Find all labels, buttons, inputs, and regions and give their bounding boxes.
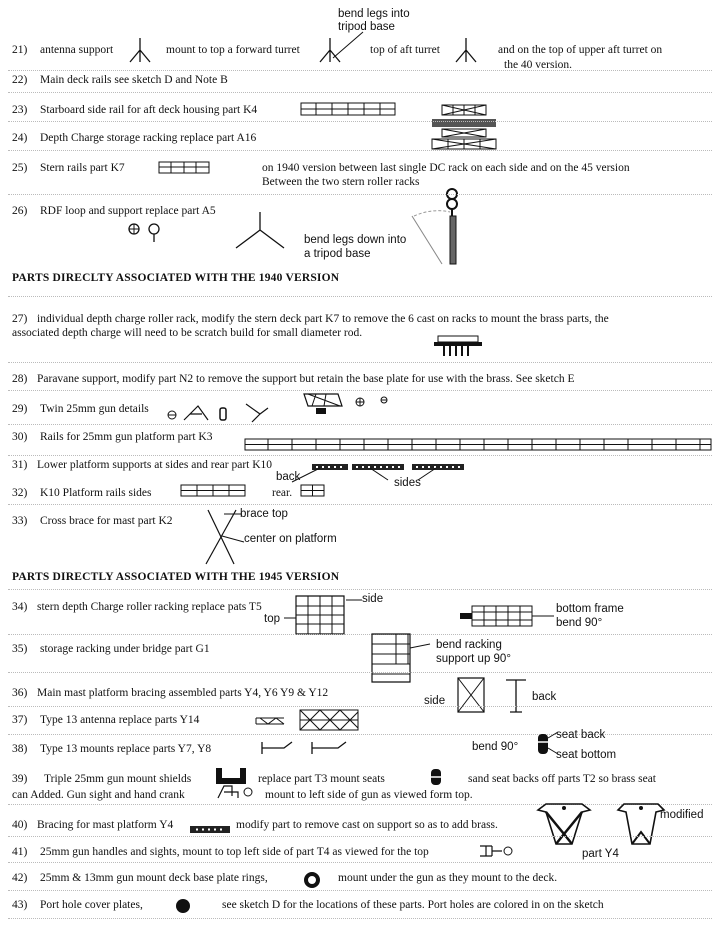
- top-label: top: [264, 613, 280, 625]
- item-35-number: 35): [12, 643, 28, 655]
- mast-bracing-side-icon: [454, 674, 488, 716]
- sides-label: sides: [394, 477, 421, 489]
- item-33-text: Cross brace for mast part K2: [40, 515, 173, 527]
- antenna-mount-icon: [308, 738, 348, 758]
- item-26-text: RDF loop and support replace part A5: [40, 205, 216, 217]
- bottom-frame-icon: [458, 600, 558, 632]
- center-platform-label: center on platform: [244, 533, 337, 545]
- item-42-text: 25mm & 13mm gun mount deck base plate rings,: [40, 872, 268, 884]
- item-28-text: Paravane support, modify part N2 to remove the support but retain the base plate for use with the brass. See sketch E: [37, 373, 575, 385]
- gun-sight-icon: [216, 782, 262, 802]
- item-36-number: 36): [12, 687, 28, 699]
- item-27-number: 27): [12, 313, 28, 325]
- stern-rail-icon: [158, 160, 210, 176]
- item-32-text: K10 Platform rails sides: [40, 487, 152, 499]
- item-27-text-b: associated depth charge will need to be scratch build for small diameter rod.: [12, 327, 363, 339]
- divider: [8, 672, 712, 673]
- item-39-text-d: can Added. Gun sight and hand crank: [12, 789, 185, 801]
- mast-bracing-back-icon: [502, 676, 530, 716]
- item-35-text: storage racking under bridge part G1: [40, 643, 210, 655]
- side-label: side: [362, 593, 384, 605]
- heading-1940: PARTS DIRECLTY ASSOCIATED WITH THE 1940 VERSION: [12, 272, 340, 284]
- item-38-text: Type 13 mounts replace parts Y7, Y8: [40, 743, 212, 755]
- back-label: back: [532, 691, 557, 703]
- leader-line: [282, 612, 298, 624]
- item-40-number: 40): [12, 819, 28, 831]
- seat-back-label: seat back: [556, 729, 606, 741]
- item-22-text: Main deck rails see sketch D and Note B: [40, 74, 228, 86]
- modified-label: modified: [660, 809, 704, 821]
- divider: [8, 424, 712, 425]
- divider: [8, 70, 712, 71]
- divider: [8, 734, 712, 735]
- roller-rack-icon: [432, 334, 484, 358]
- bottom-frame-note: bottom frame bend 90°: [556, 603, 624, 629]
- divider: [8, 92, 712, 93]
- item-21-number: 21): [12, 44, 28, 56]
- item-38-number: 38): [12, 743, 28, 755]
- item-31-text: Lower platform supports at sides and rear part K10: [37, 459, 273, 471]
- heading-1945: PARTS DIRECTLY ASSOCIATED WITH THE 1945 VERSION: [12, 571, 340, 583]
- item-41-text: 25mm gun handles and sights, mount to top left side of part T4 as viewed for the top: [40, 846, 429, 858]
- divider: [8, 194, 712, 195]
- item-24-text: Depth Charge storage racking replace part A16: [40, 132, 257, 144]
- item-34-number: 34): [12, 601, 28, 613]
- tripod-icon: [318, 36, 342, 64]
- item-25-text-b: on 1940 version between last single DC rack on each side and on the 45 version: [262, 162, 630, 174]
- antenna-array-icon: [298, 706, 360, 734]
- item-24-number: 24): [12, 132, 28, 144]
- divider: [8, 836, 712, 837]
- item-36-text: Main mast platform bracing assembled parts Y4, Y6 Y9 & Y12: [37, 687, 329, 699]
- antenna-icon: [254, 710, 286, 730]
- item-21-text: antenna support: [40, 44, 114, 56]
- item-37-number: 37): [12, 714, 28, 726]
- brace-top-label: brace top: [240, 508, 288, 520]
- divider: [8, 589, 712, 590]
- item-40-text-b: modify part to remove cast on support so as to add brass.: [236, 819, 498, 831]
- platform-side-rail-icon: [180, 483, 246, 499]
- item-23-text: Starboard side rail for aft deck housing part K4: [40, 104, 258, 116]
- item-23-number: 23): [12, 104, 28, 116]
- item-32-number: 32): [12, 487, 28, 499]
- divider: [8, 504, 712, 505]
- divider: [8, 121, 712, 122]
- back-label: back: [276, 471, 301, 483]
- divider: [8, 890, 712, 891]
- divider: [8, 362, 712, 363]
- item-39-number: 39): [12, 773, 28, 785]
- item-22-number: 22): [12, 74, 28, 86]
- item-30-number: 30): [12, 431, 28, 443]
- divider: [8, 296, 712, 297]
- divider: [8, 150, 712, 151]
- mast-bracing-icon: [536, 800, 592, 850]
- item-28-number: 28): [12, 373, 28, 385]
- divider: [8, 706, 712, 707]
- tripod-base-note: bend legs down into a tripod base: [304, 234, 407, 260]
- item-37-text: Type 13 antenna replace parts Y14: [40, 714, 200, 726]
- divider: [8, 862, 712, 863]
- item-41-number: 41): [12, 846, 28, 858]
- item-43-text-b: see sketch D for the locations of these parts. Port holes are colored in on the sketch: [222, 899, 604, 911]
- item-43-number: 43): [12, 899, 28, 911]
- gun-details-icon: [164, 400, 274, 424]
- item-21-text-d: and on the top of upper aft turret on: [498, 44, 663, 56]
- item-27-text: individual depth charge roller rack, modify the stern deck part K7 to remove the 6 cast on racks to mount the brass parts, the: [37, 313, 609, 325]
- item-29-text: Twin 25mm gun details: [40, 403, 149, 415]
- port-hole-cover-icon: [174, 897, 192, 915]
- rdf-loop-icon: [126, 220, 164, 246]
- side-label: side: [424, 695, 446, 707]
- item-25-number: 25): [12, 162, 28, 174]
- item-39-text-c: sand seat backs off parts T2 so brass seat: [468, 773, 657, 785]
- rear-label: rear.: [272, 487, 293, 499]
- item-39-text: Triple 25mm gun mount shields: [44, 773, 192, 785]
- roller-racking-icon: [294, 594, 346, 636]
- item-31-number: 31): [12, 459, 28, 471]
- item-40-text: Bracing for mast platform Y4: [37, 819, 174, 831]
- item-30-text: Rails for 25mm gun platform part K3: [40, 431, 213, 443]
- seat-bottom-label: seat bottom: [556, 749, 617, 761]
- rdf-loop-drawing: [400, 186, 470, 268]
- divider: [8, 918, 712, 919]
- divider: [8, 634, 712, 635]
- divider: [8, 455, 712, 456]
- item-25-text: Stern rails part K7: [40, 162, 125, 174]
- leader-line: [344, 594, 364, 606]
- tripod-icon: [454, 36, 478, 64]
- gun-mount-icon: [298, 388, 398, 418]
- bend-racking-note: bend racking support up 90°: [436, 639, 511, 665]
- tripod-legs-icon: [232, 210, 288, 252]
- base-ring-icon: [302, 870, 322, 890]
- tripod-note: bend legs into tripod base: [338, 8, 410, 33]
- storage-rack-icon: [428, 103, 500, 153]
- item-42-number: 42): [12, 872, 28, 884]
- antenna-mount-icon: [258, 738, 294, 758]
- side-rail-icon: [300, 101, 396, 117]
- bend-label: bend 90°: [472, 741, 519, 753]
- antenna-support-icon: [128, 36, 152, 64]
- divider: [8, 804, 712, 805]
- part-label: part Y4: [582, 848, 619, 860]
- item-42-text-b: mount under the gun as they mount to the deck.: [338, 872, 558, 884]
- platform-rail-icon: [244, 437, 714, 453]
- item-33-number: 33): [12, 515, 28, 527]
- item-43-text: Port hole cover plates,: [40, 899, 143, 911]
- item-34-text: stern depth Charge roller racking replace pats T5: [37, 601, 262, 613]
- item-39-text-e: mount to left side of gun as viewed form top.: [265, 789, 473, 801]
- item-29-number: 29): [12, 403, 28, 415]
- item-25-text-c: Between the two stern roller racks: [262, 176, 420, 188]
- gun-handle-icon: [478, 840, 520, 860]
- item-26-number: 26): [12, 205, 28, 217]
- platform-rear-rail-icon: [300, 483, 326, 499]
- seat-icon: [532, 728, 558, 760]
- item-21-text-e: the 40 version.: [504, 59, 573, 71]
- item-21-text-c: top of aft turret: [370, 44, 440, 56]
- storage-racking-icon: [366, 630, 436, 686]
- mount-seat-icon: [428, 766, 444, 788]
- modified-bracing-icon: [616, 800, 666, 850]
- item-39-text-b: replace part T3 mount seats: [258, 773, 385, 785]
- item-21-text-b: mount to top a forward turret: [166, 44, 300, 56]
- bracing-strip-icon: [188, 824, 232, 836]
